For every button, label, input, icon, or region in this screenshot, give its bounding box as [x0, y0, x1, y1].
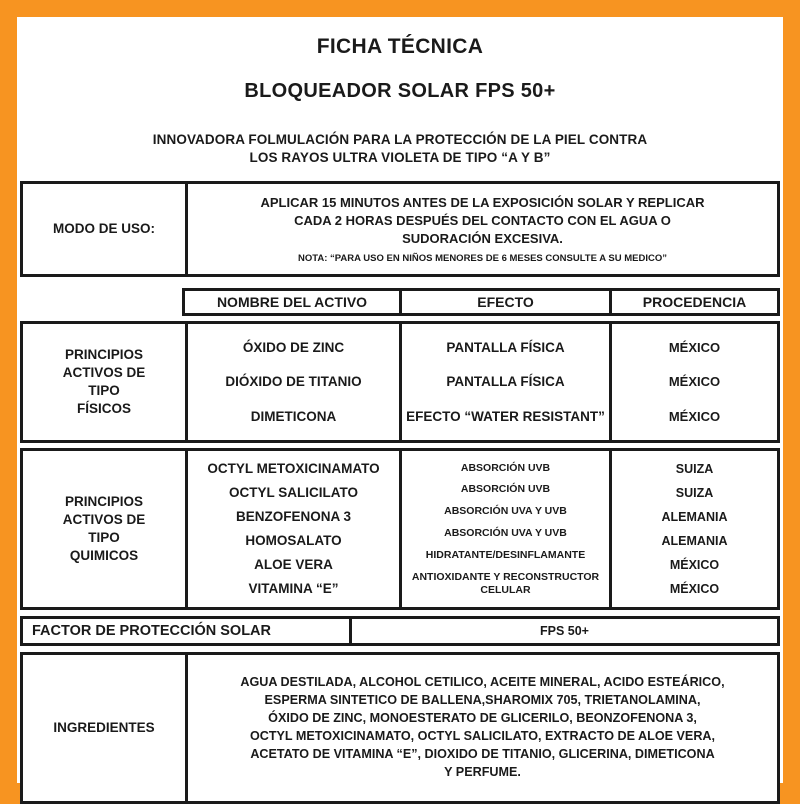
table-cell: DIMETICONA	[250, 409, 337, 425]
ingredientes-line: OCTYL METOXICINAMATO, OCTYL SALICILATO, EXTRACTO DE ALOE VERA,	[249, 728, 716, 743]
table-cell: MÉXICO	[669, 557, 720, 572]
modo-de-uso-content	[185, 184, 777, 274]
document-header	[17, 35, 783, 167]
table-cell: ALEMANIA	[661, 533, 728, 548]
modo-de-uso-note: NOTA: “PARA USO EN NIÑOS MENORES DE 6 MESES CONSULTE A SU MEDICO”	[298, 252, 667, 264]
table-cell: SUIZA	[675, 485, 714, 500]
table-cell: ABSORCIÓN UVB	[460, 483, 551, 496]
table-cell: DIÓXIDO DE TITANIO	[225, 374, 362, 390]
tagline	[17, 131, 783, 167]
fisicos-nombre-column	[185, 324, 399, 440]
table-cell: MÉXICO	[668, 409, 721, 425]
quimicos-efecto-column	[399, 451, 609, 607]
factor-proteccion-section	[20, 616, 780, 646]
table-cell: ANTIOXIDANTE Y RECONSTRUCTOR CELULAR	[411, 571, 600, 596]
quimicos-procedencia-column	[609, 451, 777, 607]
principios-quimicos-label	[23, 451, 185, 607]
table-cell: EFECTO “WATER RESISTANT”	[406, 409, 605, 425]
table-cell: OCTYL SALICILATO	[228, 485, 358, 501]
fisicos-procedencia-column	[609, 324, 777, 440]
ingredientes-section	[20, 652, 780, 804]
table-cell: ALOE VERA	[254, 557, 333, 573]
quimicos-label-line-1: PRINCIPIOS	[64, 494, 143, 510]
quimicos-nombre-column	[185, 451, 399, 607]
table-cell: ABSORCIÓN UVB	[460, 461, 551, 474]
table-cell: ABSORCIÓN UVA Y UVB	[444, 527, 567, 540]
factor-proteccion-value: FPS 50+	[349, 619, 777, 643]
principios-fisicos-section	[20, 321, 780, 443]
product-title: BLOQUEADOR SOLAR FPS 50+	[244, 80, 556, 102]
quimicos-label-line-2: ACTIVOS DE	[62, 512, 146, 528]
principios-fisicos-label	[23, 324, 185, 440]
column-header-nombre: NOMBRE DEL ACTIVO	[216, 293, 368, 310]
table-cell: SUIZA	[675, 461, 714, 476]
fisicos-label-line-4: FÍSICOS	[76, 400, 131, 416]
fisicos-label-line-2: ACTIVOS DE	[62, 365, 146, 381]
fisicos-label-line-3: TIPO	[88, 382, 120, 398]
table-cell: PANTALLA FÍSICA	[446, 339, 565, 355]
table-cell: MÉXICO	[668, 339, 721, 355]
fisicos-label-line-1: PRINCIPIOS	[64, 347, 143, 363]
ingredientes-line: ÓXIDO DE ZINC, MONOESTERATO DE GLICERILO, BEONZOFENONA 3,	[268, 711, 697, 726]
quimicos-label-line-4: QUIMICOS	[69, 547, 139, 563]
ingredientes-line: ESPERMA SINTETICO DE BALLENA,SHAROMIX 705, TRIETANOLAMINA,	[264, 693, 701, 708]
modo-line-2: CADA 2 HORAS DESPUÉS DEL CONTACTO CON EL AGUA O	[294, 212, 671, 228]
fisicos-efecto-column	[399, 324, 609, 440]
table-cell: ALEMANIA	[661, 509, 728, 524]
factor-proteccion-label: FACTOR DE PROTECCIÓN SOLAR	[32, 622, 271, 639]
modo-de-uso-section	[20, 181, 780, 277]
table-cell: VITAMINA “E”	[248, 581, 339, 597]
quimicos-label-line-3: TIPO	[88, 529, 120, 545]
column-header-efecto: EFECTO	[399, 291, 609, 313]
tagline-line-1: INNOVADORA FOLMULACIÓN PARA LA PROTECCIÓN DE LA PIEL CONTRA	[152, 132, 648, 147]
table-cell: PANTALLA FÍSICA	[446, 374, 565, 390]
table-cell: OCTYL METOXICINAMATO	[207, 461, 380, 477]
ingredientes-line: ACETATO DE VITAMINA “E”, DIOXIDO DE TITANIO, GLICERINA, DIMETICONA	[250, 746, 715, 761]
ingredientes-line: AGUA DESTILADA, ALCOHOL CETILICO, ACEITE MINERAL, ACIDO ESTEÁRICO,	[240, 675, 725, 690]
column-header-procedencia: PROCEDENCIA	[609, 291, 777, 313]
principios-quimicos-section	[20, 448, 780, 610]
table-cell: MÉXICO	[669, 581, 720, 596]
tagline-line-2: LOS RAYOS ULTRA VIOLETA DE TIPO “A Y B”	[249, 149, 551, 165]
table-cell: ABSORCIÓN UVA Y UVB	[444, 505, 567, 518]
table-cell: MÉXICO	[668, 374, 721, 390]
table-cell: HIDRATANTE/DESINFLAMANTE	[425, 549, 586, 562]
ingredientes-content	[185, 655, 777, 801]
modo-line-1: APLICAR 15 MINUTOS ANTES DE LA EXPOSICIÓN SOLAR Y REPLICAR	[260, 195, 705, 210]
table-cell: ÓXIDO DE ZINC	[242, 339, 345, 355]
datasheet-page	[17, 17, 783, 783]
table-column-headers	[182, 288, 780, 316]
ingredientes-label: INGREDIENTES	[53, 720, 155, 736]
table-cell: BENZOFENONA 3	[235, 509, 351, 525]
page-title: FICHA TÉCNICA	[316, 35, 484, 58]
modo-line-3: SUDORACIÓN EXCESIVA.	[402, 230, 563, 246]
modo-de-uso-label: MODO DE USO:	[52, 221, 155, 237]
ingredientes-line: Y PERFUME.	[444, 764, 521, 779]
table-cell: HOMOSALATO	[245, 533, 342, 549]
